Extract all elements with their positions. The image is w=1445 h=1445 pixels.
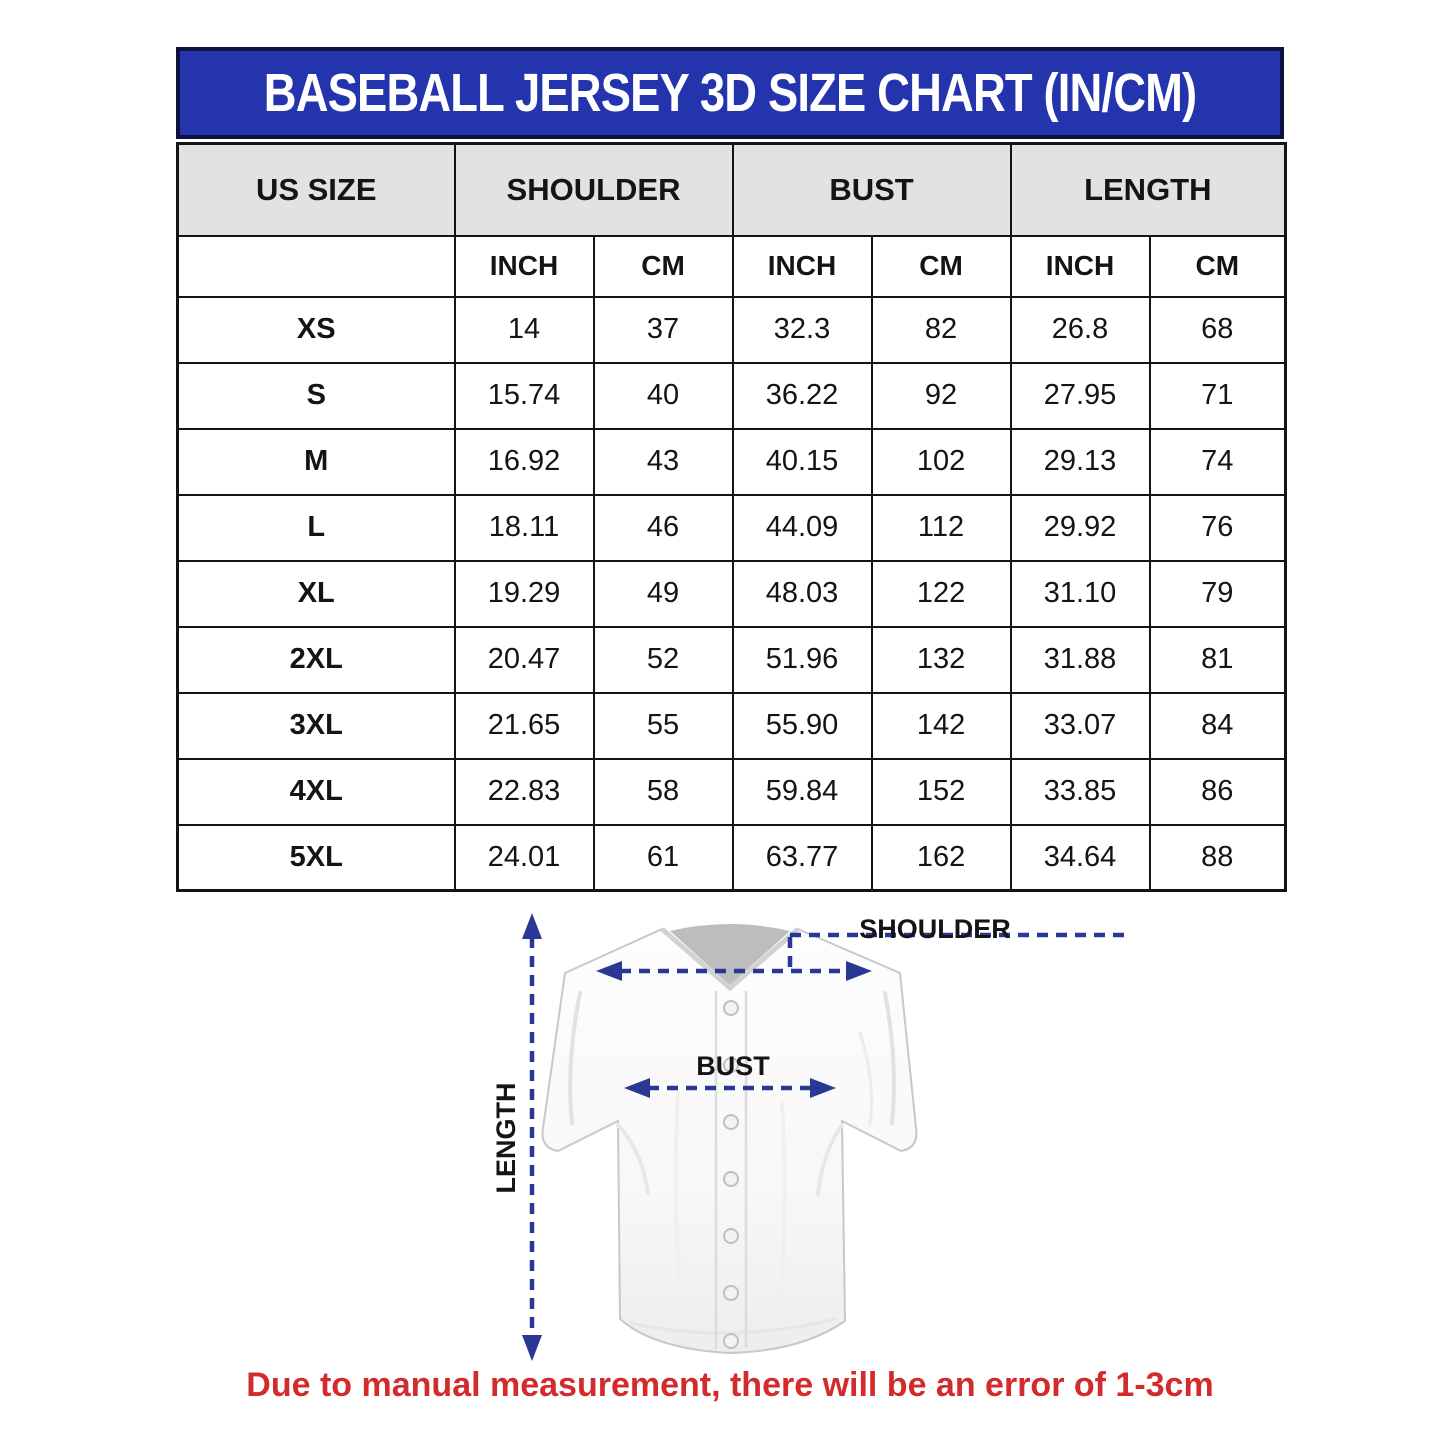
unit-cell: CM bbox=[594, 236, 733, 297]
value-cell: 34.64 bbox=[1011, 825, 1150, 891]
size-cell: 4XL bbox=[178, 759, 455, 825]
header-us-size: US SIZE bbox=[178, 144, 455, 236]
table-row bbox=[178, 429, 1286, 495]
unit-header-row bbox=[178, 236, 1286, 297]
value-cell: 162 bbox=[872, 825, 1011, 891]
value-cell: 82 bbox=[872, 297, 1011, 363]
value-cell: 21.65 bbox=[455, 693, 594, 759]
value-cell: 132 bbox=[872, 627, 1011, 693]
value-cell: 33.07 bbox=[1011, 693, 1150, 759]
header-shoulder: SHOULDER bbox=[455, 144, 733, 236]
table-row bbox=[178, 495, 1286, 561]
jersey-measurement-diagram bbox=[430, 893, 1150, 1385]
value-cell: 74 bbox=[1150, 429, 1286, 495]
value-cell: 112 bbox=[872, 495, 1011, 561]
unit-cell: INCH bbox=[733, 236, 872, 297]
value-cell: 27.95 bbox=[1011, 363, 1150, 429]
shoulder-label: SHOULDER bbox=[859, 914, 1011, 944]
unit-cell: INCH bbox=[1011, 236, 1150, 297]
value-cell: 19.29 bbox=[455, 561, 594, 627]
value-cell: 15.74 bbox=[455, 363, 594, 429]
value-cell: 79 bbox=[1150, 561, 1286, 627]
value-cell: 31.10 bbox=[1011, 561, 1150, 627]
size-chart-table bbox=[176, 142, 1287, 892]
header-bust: BUST bbox=[733, 144, 1011, 236]
value-cell: 92 bbox=[872, 363, 1011, 429]
blank-cell bbox=[178, 236, 455, 297]
value-cell: 44.09 bbox=[733, 495, 872, 561]
value-cell: 29.92 bbox=[1011, 495, 1150, 561]
value-cell: 55 bbox=[594, 693, 733, 759]
value-cell: 16.92 bbox=[455, 429, 594, 495]
value-cell: 40.15 bbox=[733, 429, 872, 495]
table-row bbox=[178, 825, 1286, 891]
value-cell: 88 bbox=[1150, 825, 1286, 891]
value-cell: 14 bbox=[455, 297, 594, 363]
value-cell: 84 bbox=[1150, 693, 1286, 759]
value-cell: 24.01 bbox=[455, 825, 594, 891]
value-cell: 102 bbox=[872, 429, 1011, 495]
value-cell: 68 bbox=[1150, 297, 1286, 363]
value-cell: 20.47 bbox=[455, 627, 594, 693]
value-cell: 26.8 bbox=[1011, 297, 1150, 363]
table-row bbox=[178, 627, 1286, 693]
value-cell: 86 bbox=[1150, 759, 1286, 825]
value-cell: 31.88 bbox=[1011, 627, 1150, 693]
chart-title-bar bbox=[176, 47, 1284, 139]
value-cell: 63.77 bbox=[733, 825, 872, 891]
jersey-photo bbox=[543, 924, 917, 1353]
size-cell: 5XL bbox=[178, 825, 455, 891]
value-cell: 52 bbox=[594, 627, 733, 693]
value-cell: 32.3 bbox=[733, 297, 872, 363]
value-cell: 33.85 bbox=[1011, 759, 1150, 825]
value-cell: 81 bbox=[1150, 627, 1286, 693]
size-cell: L bbox=[178, 495, 455, 561]
unit-cell: INCH bbox=[455, 236, 594, 297]
value-cell: 36.22 bbox=[733, 363, 872, 429]
size-cell: M bbox=[178, 429, 455, 495]
bust-label: BUST bbox=[696, 1051, 770, 1081]
table-row bbox=[178, 561, 1286, 627]
value-cell: 43 bbox=[594, 429, 733, 495]
value-cell: 46 bbox=[594, 495, 733, 561]
value-cell: 18.11 bbox=[455, 495, 594, 561]
value-cell: 76 bbox=[1150, 495, 1286, 561]
value-cell: 49 bbox=[594, 561, 733, 627]
value-cell: 71 bbox=[1150, 363, 1286, 429]
value-cell: 55.90 bbox=[733, 693, 872, 759]
size-cell: XL bbox=[178, 561, 455, 627]
value-cell: 40 bbox=[594, 363, 733, 429]
value-cell: 22.83 bbox=[455, 759, 594, 825]
value-cell: 122 bbox=[872, 561, 1011, 627]
table-row bbox=[178, 759, 1286, 825]
unit-cell: CM bbox=[1150, 236, 1286, 297]
table-row bbox=[178, 363, 1286, 429]
size-cell: XS bbox=[178, 297, 455, 363]
value-cell: 29.13 bbox=[1011, 429, 1150, 495]
measurement-note: Due to manual measurement, there will be an error of 1-3cm bbox=[246, 1366, 1214, 1404]
length-arrow bbox=[522, 913, 542, 1361]
value-cell: 51.96 bbox=[733, 627, 872, 693]
value-cell: 37 bbox=[594, 297, 733, 363]
value-cell: 48.03 bbox=[733, 561, 872, 627]
chart-title: BASEBALL JERSEY 3D SIZE CHART (IN/CM) bbox=[263, 63, 1197, 123]
unit-cell: CM bbox=[872, 236, 1011, 297]
table-header-row bbox=[178, 144, 1286, 236]
value-cell: 152 bbox=[872, 759, 1011, 825]
size-cell: S bbox=[178, 363, 455, 429]
value-cell: 58 bbox=[594, 759, 733, 825]
table-row bbox=[178, 693, 1286, 759]
size-cell: 3XL bbox=[178, 693, 455, 759]
header-length: LENGTH bbox=[1011, 144, 1286, 236]
length-label: LENGTH bbox=[491, 1082, 521, 1194]
size-cell: 2XL bbox=[178, 627, 455, 693]
value-cell: 59.84 bbox=[733, 759, 872, 825]
value-cell: 61 bbox=[594, 825, 733, 891]
table-row bbox=[178, 297, 1286, 363]
value-cell: 142 bbox=[872, 693, 1011, 759]
